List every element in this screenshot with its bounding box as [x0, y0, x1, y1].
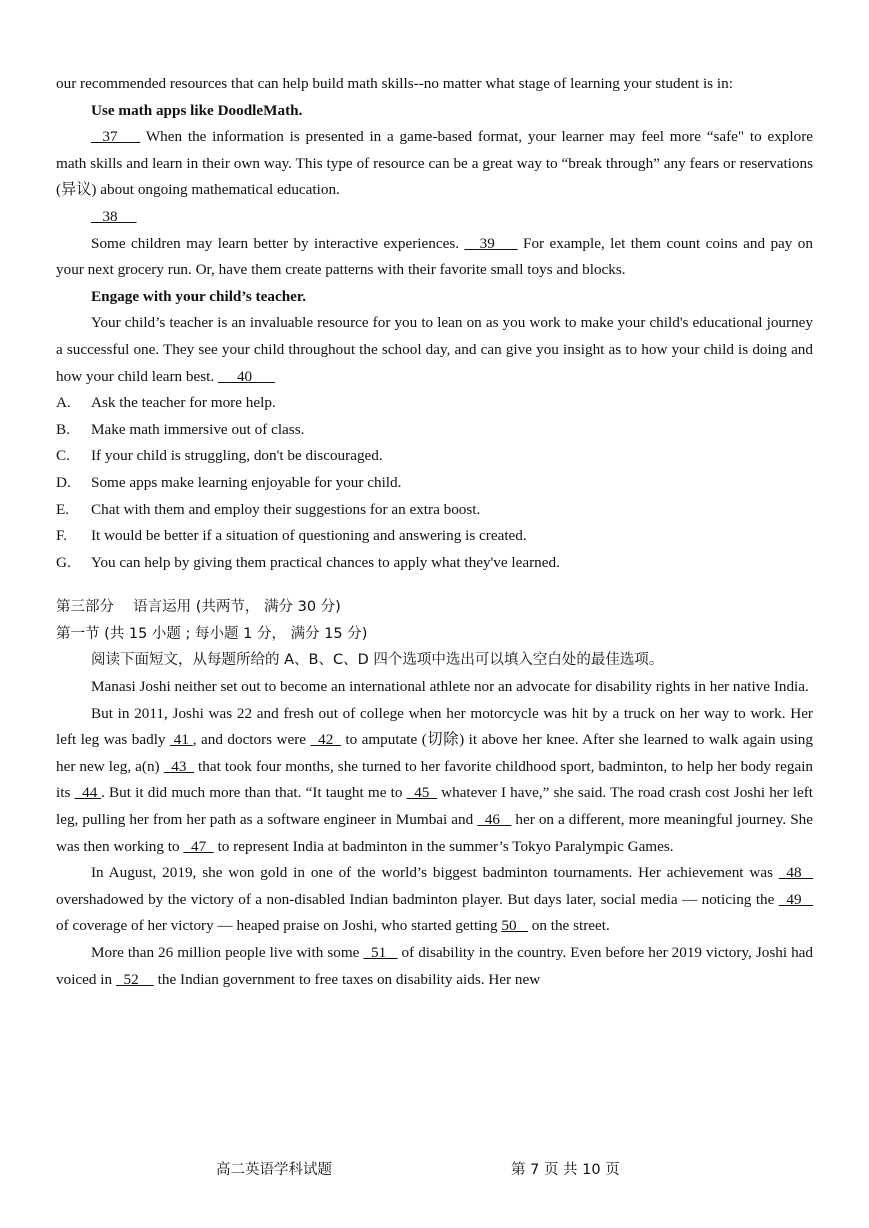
cloze-text: on the street. — [527, 917, 610, 935]
paragraph-40-text: Your child’s teacher is an invaluable resource for you to lean on as you work to make your child's educational journey a successful one. They see your child throughout the school day, and can give you insight as to how your child is doing and how your child learn best. — [56, 314, 813, 385]
options-list — [56, 390, 813, 576]
option-item — [56, 417, 813, 444]
cloze-paragraph-2 — [56, 701, 813, 861]
footer-page-number: 第 7 页 共 10 页 — [511, 1162, 620, 1178]
blank-42[interactable]: 42 — [310, 731, 341, 749]
cloze-text: to represent India at badminton in the summer’s Tokyo Paralympic Games. — [213, 837, 674, 855]
cloze-text: to amputate (切除) it above her knee. After she learned to walk again using her new leg, a(n) — [56, 731, 813, 775]
blank-48[interactable]: 48 — [778, 864, 813, 882]
exam-page — [56, 71, 813, 993]
option-letter: F. — [56, 527, 68, 545]
option-item — [56, 550, 813, 577]
option-text: It would be better if a situation of questioning and answering is created. — [91, 527, 527, 545]
option-letter: G. — [56, 553, 71, 571]
cloze-instruction: 阅读下面短文，从每题所给的 A、B、C、D 四个选项中选出可以填入空白处的最佳选项。 — [91, 652, 664, 669]
cloze-text: that took four months, she turned to her favorite childhood sport, badminton, to help her body regain its — [56, 757, 814, 802]
paragraph-39 — [56, 231, 813, 284]
paragraph-37 — [56, 124, 813, 204]
cloze-text: the Indian government to free taxes on disability aids. Her new — [153, 970, 541, 988]
option-item — [56, 390, 813, 417]
blank-40[interactable]: 40 — [217, 367, 275, 385]
option-letter: A. — [56, 394, 71, 412]
cloze-text: overshadowed by the victory of a non-disabled Indian badminton player. But days later, social media — noticing the — [56, 890, 779, 908]
blank-46[interactable]: 46 — [477, 811, 512, 829]
cloze-text: More than 26 million people live with some — [91, 944, 364, 961]
option-text: Ask the teacher for more help. — [91, 394, 276, 412]
blank-43[interactable]: 43 — [163, 757, 195, 775]
blank-37[interactable]: 37 — [91, 128, 141, 146]
option-letter: B. — [56, 420, 70, 438]
section1-title: 第一节 (共 15 小题 ; 每小题 1 分， 满分 15 分) — [56, 625, 368, 642]
cloze-paragraph-4 — [56, 940, 813, 993]
blank-47[interactable]: 47 — [183, 837, 214, 855]
paragraph-38 — [56, 204, 813, 231]
footer-subject: 高二英语学科试题 — [216, 1162, 332, 1178]
option-letter: E. — [56, 500, 70, 518]
option-item — [56, 523, 813, 550]
option-text: If your child is struggling, don't be discouraged. — [91, 447, 383, 465]
paragraph-40 — [56, 310, 813, 390]
option-letter: D. — [56, 473, 71, 491]
blank-52[interactable]: 52 — [115, 970, 154, 988]
option-item — [56, 443, 813, 470]
cloze-text: of coverage of her victory — heaped praise on Joshi, who started getting — [56, 917, 502, 935]
cloze-paragraph-1: Manasi Joshi neither set out to become an international athlete nor an advocate for disability rights in her native India. — [91, 678, 809, 696]
heading-math-apps: Use math apps like DoodleMath. — [91, 101, 303, 119]
option-item — [56, 497, 813, 524]
cloze-text: , and doctors were — [192, 731, 311, 749]
blank-49[interactable]: 49 — [778, 890, 813, 908]
paragraph-39-text-a: Some children may learn better by interactive experiences. — [91, 234, 465, 252]
cloze-text: her on a different, more meaningful journey. She was then working to — [56, 811, 813, 855]
part3-title: 第三部分 语言运用 (共两节， 满分 30 分) — [56, 599, 341, 616]
paragraph-39-text-b: For example, let them count coins and pay on your next grocery run. Or, have them create patterns with their favorite small toys and blocks. — [56, 234, 813, 279]
cloze-paragraph-3 — [56, 860, 813, 940]
blank-45[interactable]: 45 — [406, 784, 437, 802]
heading-teacher: Engage with your child’s teacher. — [91, 287, 307, 305]
option-text: You can help by giving them practical chances to apply what they've learned. — [91, 553, 560, 571]
intro-paragraph-end: our recommended resources that can help build math skills--no matter what stage of learning your student is in: — [56, 75, 733, 92]
cloze-text: . But it did much more than that. “It taught me to — [101, 784, 407, 802]
cloze-text: But in 2011, Joshi was 22 and fresh out of college when her motorcycle was hit by a truck on her way to work. Her left leg was badly — [56, 704, 813, 749]
blank-51[interactable]: 51 — [363, 944, 398, 961]
cloze-text: of disability in the country. Even before her 2019 victory, Joshi had voiced in — [56, 944, 813, 988]
option-letter: C. — [56, 447, 70, 465]
cloze-text: In August, 2019, she won gold in one of the world’s biggest badminton tournaments. Her achievement was — [91, 864, 779, 882]
blank-50[interactable]: 50 — [501, 917, 528, 935]
option-text: Make math immersive out of class. — [91, 420, 305, 438]
blank-38[interactable]: 38 — [91, 207, 137, 225]
option-text: Chat with them and employ their suggestions for an extra boost. — [91, 500, 481, 518]
section-spacer — [56, 576, 813, 594]
cloze-text: whatever I have,” she said. The road crash cost Joshi her left leg, pulling her from her path as a software engineer in Mumbai and — [56, 784, 813, 829]
paragraph-37-text: When the information is presented in a game-based format, your learner may feel more “safe" to explore math skills and learn in their own way. This type of resource can be a great way to “break through” any fears or reservations (异议) about ongoing mathematical education. — [56, 128, 813, 199]
blank-39[interactable]: 39 — [464, 234, 518, 252]
blank-44[interactable]: 44 — [74, 784, 102, 802]
blank-41[interactable]: 41 — [169, 731, 193, 749]
page-footer — [0, 1158, 869, 1182]
option-item — [56, 470, 813, 497]
option-text: Some apps make learning enjoyable for your child. — [91, 473, 402, 491]
